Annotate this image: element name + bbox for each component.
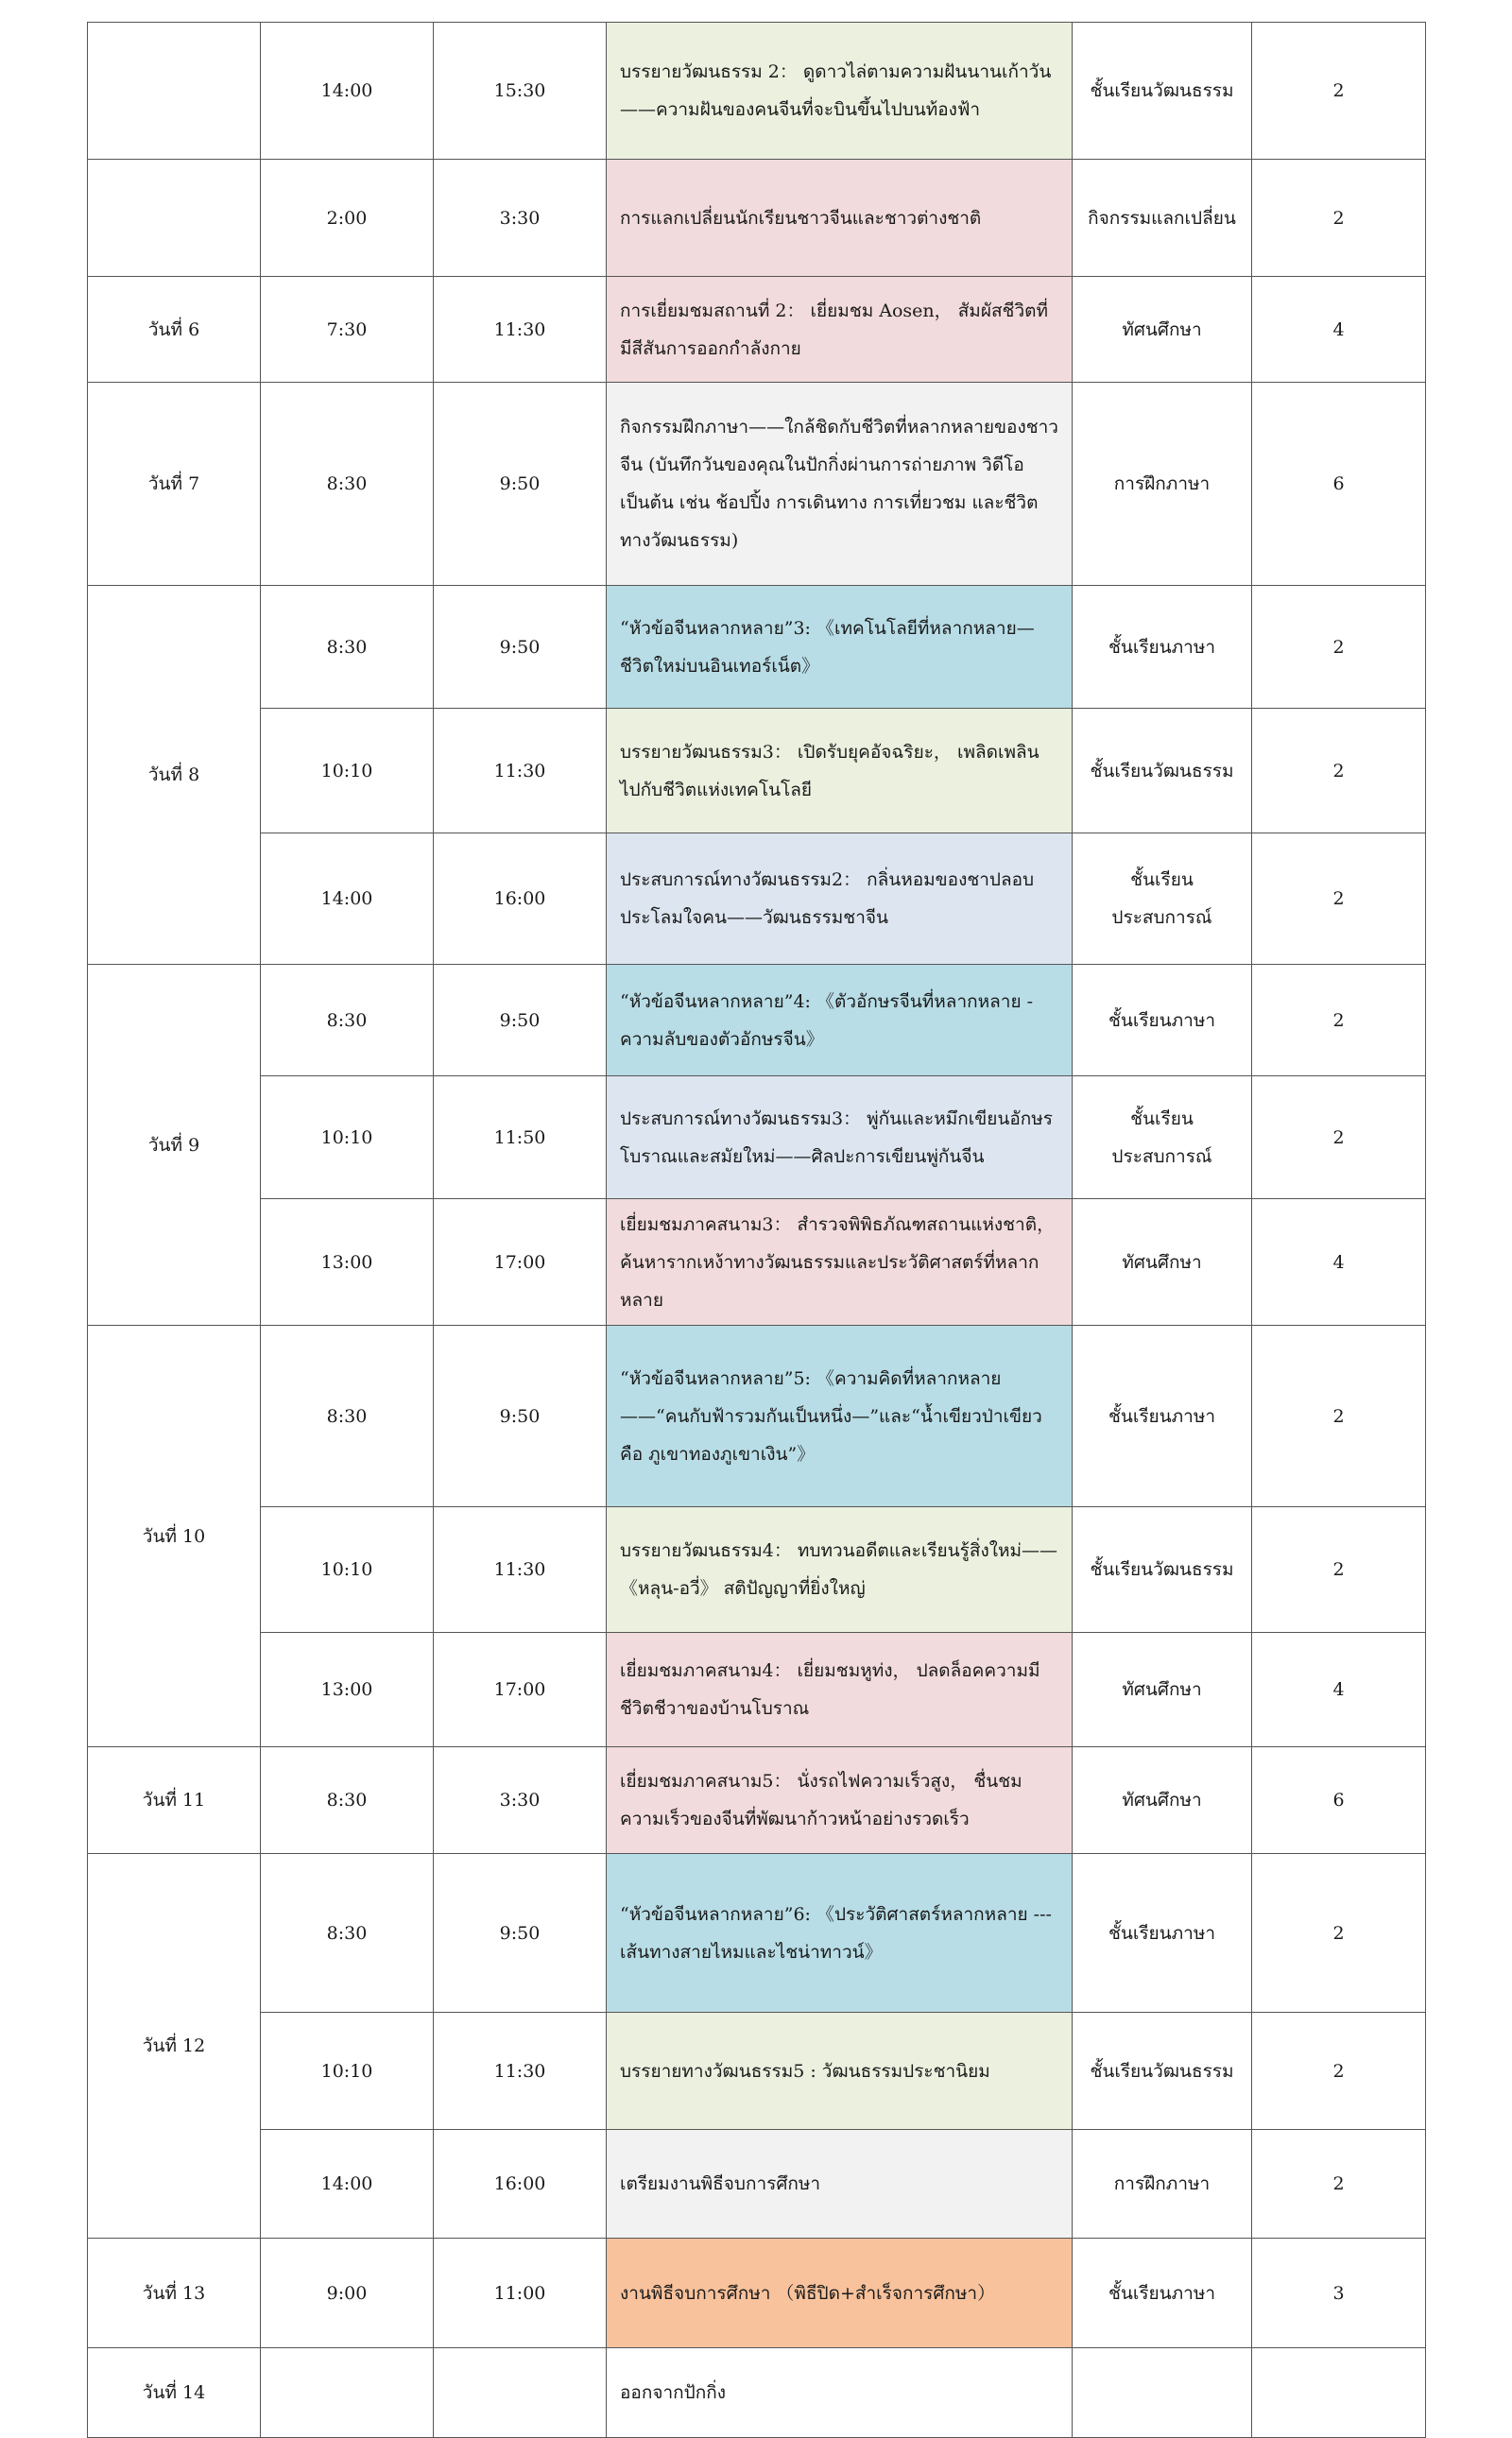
type-cell: ชั้นเรียนวัฒนธรรม [1073, 23, 1252, 160]
activity-cell: งานพิธีจบการศึกษา （พิธีปิด+สำเร็จการศึกษา） [607, 2239, 1073, 2348]
hours-cell: 2 [1252, 965, 1426, 1076]
start-time-cell: 14:00 [261, 2130, 434, 2239]
table-row [88, 1854, 1426, 2013]
table-row [88, 1076, 1426, 1199]
table-row [88, 965, 1426, 1076]
activity-cell: “หัวข้อจีนหลากหลาย”5: 《ความคิดที่หลากหลาย——“คนกับฟ้ารวมกันเป็นหนึ่ง—”และ“น้ำเขียวป่าเขียว คือ ภูเขาทองภูเขาเงิน”》 [607, 1326, 1073, 1507]
hours-cell: 2 [1252, 833, 1426, 965]
start-time-cell: 13:00 [261, 1199, 434, 1326]
end-time-cell: 15:30 [434, 23, 607, 160]
type-cell [1073, 2348, 1252, 2438]
day-cell: วันที่ 9 [88, 965, 261, 1326]
hours-cell: 2 [1252, 586, 1426, 709]
end-time-cell: 11:50 [434, 1076, 607, 1199]
start-time-cell: 7:30 [261, 277, 434, 383]
table-row [88, 709, 1426, 833]
hours-cell: 3 [1252, 2239, 1426, 2348]
end-time-cell: 16:00 [434, 833, 607, 965]
end-time-cell: 3:30 [434, 1747, 607, 1854]
activity-cell: เยี่ยมชมภาคสนาม5： นั่งรถไฟความเร็วสูง， ชื่นชมความเร็วของจีนที่พัฒนาก้าวหน้าอย่างรวดเร็ว [607, 1747, 1073, 1854]
end-time-cell: 9:50 [434, 383, 607, 586]
hours-cell: 2 [1252, 23, 1426, 160]
end-time-cell: 16:00 [434, 2130, 607, 2239]
type-cell: ชั้นเรียนประสบการณ์ [1073, 833, 1252, 965]
hours-cell: 4 [1252, 1199, 1426, 1326]
activity-cell: ออกจากปักกิ่ง [607, 2348, 1073, 2438]
end-time-cell: 11:30 [434, 709, 607, 833]
end-time-cell: 11:00 [434, 2239, 607, 2348]
start-time-cell: 9:00 [261, 2239, 434, 2348]
end-time-cell [434, 2348, 607, 2438]
day-cell: วันที่ 7 [88, 383, 261, 586]
start-time-cell: 10:10 [261, 2013, 434, 2130]
table-row [88, 833, 1426, 965]
hours-cell: 2 [1252, 2013, 1426, 2130]
start-time-cell: 8:30 [261, 383, 434, 586]
day-cell: วันที่ 11 [88, 1747, 261, 1854]
activity-cell: “หัวข้อจีนหลากหลาย”3: 《เทคโนโลยีที่หลากหลาย—ชีวิตใหม่บนอินเทอร์เน็ต》 [607, 586, 1073, 709]
start-time-cell: 2:00 [261, 160, 434, 277]
day-cell: วันที่ 8 [88, 586, 261, 965]
activity-cell: บรรยายวัฒนธรรม 2： ดูดาวไล่ตามความฝันนานเก้าวัน——ความฝันของคนจีนที่จะบินขึ้นไปบนท้องฟ้า [607, 23, 1073, 160]
start-time-cell [261, 2348, 434, 2438]
end-time-cell: 11:30 [434, 1507, 607, 1633]
end-time-cell: 3:30 [434, 160, 607, 277]
day-cell: วันที่ 14 [88, 2348, 261, 2438]
activity-cell: ประสบการณ์ทางวัฒนธรรม3： พู่กันและหมึกเขียนอักษรโบราณและสมัยใหม่——ศิลปะการเขียนพู่กันจีน [607, 1076, 1073, 1199]
hours-cell: 2 [1252, 1326, 1426, 1507]
table-row [88, 23, 1426, 160]
end-time-cell: 11:30 [434, 277, 607, 383]
table-row [88, 277, 1426, 383]
type-cell: ทัศนศึกษา [1073, 1199, 1252, 1326]
table-row [88, 160, 1426, 277]
day-cell [88, 160, 261, 277]
end-time-cell: 11:30 [434, 2013, 607, 2130]
type-cell: ชั้นเรียนภาษา [1073, 2239, 1252, 2348]
hours-cell: 2 [1252, 1854, 1426, 2013]
hours-cell: 6 [1252, 383, 1426, 586]
activity-cell: บรรยายวัฒนธรรม4： ทบทวนอดีตและเรียนรู้สิ่งใหม่——《หลุน-อวี่》 สติปัญญาที่ยิ่งใหญ่ [607, 1507, 1073, 1633]
type-cell: การฝึกภาษา [1073, 2130, 1252, 2239]
type-cell: ทัศนศึกษา [1073, 1633, 1252, 1747]
type-cell: ทัศนศึกษา [1073, 1747, 1252, 1854]
day-cell [88, 23, 261, 160]
hours-cell: 2 [1252, 1076, 1426, 1199]
end-time-cell: 17:00 [434, 1199, 607, 1326]
start-time-cell: 10:10 [261, 1076, 434, 1199]
activity-cell: การเยี่ยมชมสถานที่ 2： เยี่ยมชม Aosen， สัมผัสชีวิตที่มีสีสันการออกกำลังกาย [607, 277, 1073, 383]
end-time-cell: 9:50 [434, 1326, 607, 1507]
type-cell: ชั้นเรียนภาษา [1073, 586, 1252, 709]
end-time-cell: 9:50 [434, 1854, 607, 2013]
start-time-cell: 8:30 [261, 965, 434, 1076]
table-row [88, 1633, 1426, 1747]
start-time-cell: 14:00 [261, 833, 434, 965]
hours-cell: 2 [1252, 709, 1426, 833]
start-time-cell: 10:10 [261, 1507, 434, 1633]
start-time-cell: 8:30 [261, 1747, 434, 1854]
start-time-cell: 8:30 [261, 1854, 434, 2013]
schedule-table [87, 22, 1426, 2438]
activity-cell: เยี่ยมชมภาคสนาม3： สำรวจพิพิธภัณฑสถานแห่งชาติ， ค้นหารากเหง้าทางวัฒนธรรมและประวัติศาสตร์ที่หลากหลาย [607, 1199, 1073, 1326]
day-cell: วันที่ 13 [88, 2239, 261, 2348]
table-row [88, 2130, 1426, 2239]
day-cell: วันที่ 10 [88, 1326, 261, 1747]
activity-cell: บรรยายทางวัฒนธรรม5 : วัฒนธรรมประชานิยม [607, 2013, 1073, 2130]
table-row [88, 1199, 1426, 1326]
type-cell: กิจกรรมแลกเปลี่ยน [1073, 160, 1252, 277]
hours-cell: 2 [1252, 1507, 1426, 1633]
hours-cell: 6 [1252, 1747, 1426, 1854]
hours-cell [1252, 2348, 1426, 2438]
type-cell: ชั้นเรียนประสบการณ์ [1073, 1076, 1252, 1199]
activity-cell: ประสบการณ์ทางวัฒนธรรม2： กลิ่นหอมของชาปลอบประโลมใจคน——วัฒนธรรมชาจีน [607, 833, 1073, 965]
activity-cell: กิจกรรมฝึกภาษา——ใกล้ชิดกับชีวิตที่หลากหลายของชาวจีน (บันทึกวันของคุณในปักกิ่งผ่านการถ่ายภาพ วิดีโอ เป็นต้น เช่น ช้อปปิ้ง การเดินทาง การเที่ยวชม และชีวิตทางวัฒนธรรม) [607, 383, 1073, 586]
type-cell: ชั้นเรียนภาษา [1073, 1854, 1252, 2013]
start-time-cell: 8:30 [261, 586, 434, 709]
type-cell: ชั้นเรียนภาษา [1073, 1326, 1252, 1507]
table-row [88, 586, 1426, 709]
activity-cell: เยี่ยมชมภาคสนาม4： เยี่ยมชมหูท่ง， ปลดล็อคความมีชีวิตชีวาของบ้านโบราณ [607, 1633, 1073, 1747]
table-row [88, 1326, 1426, 1507]
start-time-cell: 10:10 [261, 709, 434, 833]
activity-cell: เตรียมงานพิธีจบการศึกษา [607, 2130, 1073, 2239]
type-cell: ชั้นเรียนวัฒนธรรม [1073, 2013, 1252, 2130]
type-cell: ชั้นเรียนภาษา [1073, 965, 1252, 1076]
activity-cell: บรรยายวัฒนธรรม3： เปิดรับยุคอัจฉริยะ， เพลิดเพลินไปกับชีวิตแห่งเทคโนโลยี [607, 709, 1073, 833]
hours-cell: 2 [1252, 2130, 1426, 2239]
table-row [88, 2013, 1426, 2130]
hours-cell: 2 [1252, 160, 1426, 277]
type-cell: ชั้นเรียนวัฒนธรรม [1073, 709, 1252, 833]
end-time-cell: 9:50 [434, 586, 607, 709]
table-row [88, 1747, 1426, 1854]
activity-cell: “หัวข้อจีนหลากหลาย”6: 《ประวัติศาสตร์หลากหลาย --- เส้นทางสายไหมและไชน่าทาวน์》 [607, 1854, 1073, 2013]
end-time-cell: 9:50 [434, 965, 607, 1076]
type-cell: ชั้นเรียนวัฒนธรรม [1073, 1507, 1252, 1633]
table-row [88, 2348, 1426, 2438]
table-row [88, 383, 1426, 586]
day-cell: วันที่ 12 [88, 1854, 261, 2239]
hours-cell: 4 [1252, 1633, 1426, 1747]
activity-cell: “หัวข้อจีนหลากหลาย”4: 《ตัวอักษรจีนที่หลากหลาย - ความลับของตัวอักษรจีน》 [607, 965, 1073, 1076]
end-time-cell: 17:00 [434, 1633, 607, 1747]
table-row [88, 1507, 1426, 1633]
start-time-cell: 13:00 [261, 1633, 434, 1747]
start-time-cell: 14:00 [261, 23, 434, 160]
type-cell: ทัศนศึกษา [1073, 277, 1252, 383]
day-cell: วันที่ 6 [88, 277, 261, 383]
hours-cell: 4 [1252, 277, 1426, 383]
activity-cell: การแลกเปลี่ยนนักเรียนชาวจีนและชาวต่างชาติ [607, 160, 1073, 277]
type-cell: การฝึกภาษา [1073, 383, 1252, 586]
start-time-cell: 8:30 [261, 1326, 434, 1507]
table-row [88, 2239, 1426, 2348]
